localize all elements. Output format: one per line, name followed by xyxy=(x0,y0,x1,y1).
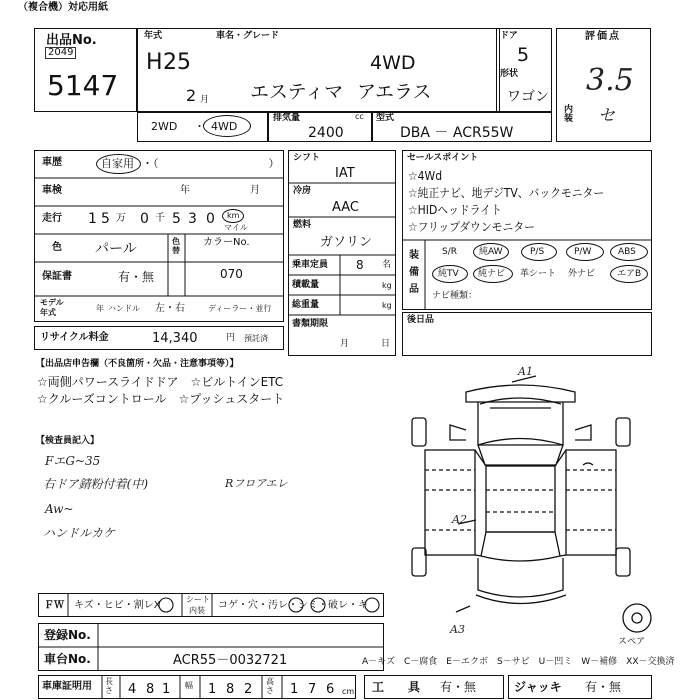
fuel-value: ガソリン xyxy=(320,235,373,250)
mileage-digit-4: 5 xyxy=(172,211,181,227)
door-label: ドア xyxy=(500,31,518,41)
sales-point-1: ☆4Wd xyxy=(408,169,443,183)
cert-height-d2: 7 xyxy=(308,682,317,697)
equip-tv: 純TV xyxy=(438,269,459,279)
history-rest: ・（ ） xyxy=(142,157,280,170)
displacement-value: 2400 xyxy=(308,125,344,141)
load-label: 積載量 xyxy=(292,280,320,290)
month-value: 2 xyxy=(186,86,197,105)
color-change-label: 色替 xyxy=(172,237,180,256)
shaken-month-unit: 月 xyxy=(250,185,260,196)
damage-mark-a1: A1 xyxy=(518,365,533,378)
declaration-line-2: ☆クルーズコントロール ☆プッシュスタート xyxy=(37,392,285,406)
drive-2wd: 2WD xyxy=(151,120,178,133)
declaration-label: 【出品店申告欄（不良箇所・欠品・注意事項等）】 xyxy=(36,359,239,369)
mileage-digit-5: 3 xyxy=(188,211,197,227)
damage-mark-a3: A3 xyxy=(450,623,465,636)
doc-expiry-month: 月 xyxy=(340,339,350,349)
lot-label: 出品No. xyxy=(46,33,97,48)
equip-navi: 純ナビ xyxy=(478,269,506,279)
shift-label: シフト xyxy=(293,153,321,163)
mileage-sen: 千 xyxy=(155,213,165,224)
recycle-note: 預託済 xyxy=(244,334,268,343)
year-label: 年式 xyxy=(144,31,163,41)
damage-mark-a2: A2 xyxy=(452,513,467,526)
history-jikayo: 自家用 xyxy=(101,157,134,170)
sales-point-3: ☆HIDヘッドライト xyxy=(408,203,502,217)
equipment-label-2: 備 xyxy=(409,267,419,278)
registration-label: 登録No. xyxy=(44,628,91,642)
mileage-digit-3: 0 xyxy=(140,211,149,227)
cert-length-d2: 8 xyxy=(146,682,155,697)
name-grade-label: 車名・グレード xyxy=(216,31,280,41)
month-unit: 月 xyxy=(200,95,210,105)
capacity-label: 乗車定員 xyxy=(292,260,329,270)
model-name: エスティマ xyxy=(250,81,344,103)
spare-tire-label: スペア xyxy=(618,637,646,647)
cert-length-d1: 4 xyxy=(128,682,137,697)
cert-height-d3: 6 xyxy=(326,682,335,697)
color-code: 070 xyxy=(220,267,243,281)
color-code-label: カラーNo. xyxy=(203,237,250,248)
sales-point-4: ☆フリップダウンモニター xyxy=(408,220,535,234)
body-type: ワゴン xyxy=(507,89,549,105)
lot-number: 5147 xyxy=(47,69,119,102)
year-era: H xyxy=(146,50,163,75)
model-code-label: 型式 xyxy=(376,113,395,123)
door-count: 5 xyxy=(517,44,530,66)
shift-value: IAT xyxy=(335,166,355,181)
handle-value: 左・右 xyxy=(155,303,185,314)
grade-score: 3.5 xyxy=(586,63,634,98)
capacity-unit: 名 xyxy=(382,260,392,270)
mileage-digit-6: 0 xyxy=(206,211,215,227)
inspector-note-3: Rフロアエレ xyxy=(225,477,288,490)
certificate-label: 車庫証明用 xyxy=(42,681,92,692)
mileage-km: km xyxy=(227,211,240,220)
navi-type-label: ナビ種類： xyxy=(432,291,478,301)
model-year-unit: 年 xyxy=(96,304,104,313)
inspector-note-2: 右ドア錆粉付着(中) xyxy=(43,477,149,491)
equip-leather: 革シート xyxy=(520,269,557,279)
grade-name: アエラス xyxy=(357,81,432,103)
equip-airbag: エアB xyxy=(617,269,642,279)
equip-sr: S/R xyxy=(442,247,457,257)
mileage-mile: マイル xyxy=(224,223,248,232)
cert-width-d2: 8 xyxy=(226,682,235,697)
chassis-number: ACR55－0032721 xyxy=(173,653,288,668)
auction-sheet: （複合機）対応用紙 出品No. 2049 5147 年式 H 25 2 月 車名・グレード 4WD エスティマ アエラス ドア 5 形状 ワゴン 評価点 3.5 内装 セ 2WD ・ 4WD 排気量 cc 2400 型式 DBA － ACR55W 車歴 自家用 ・（ ） 車検 年 月 走行 1 5 万 0 千 5 3 0 km マイル 色 パール 色替 カラーNo. 070 保証書 有・無 モデル 年式 年 ハンドル 左・右 ディーラー・並行 リサイクル料金 14,340 円 預託済 シフト IAT 冷房 AAC 燃料 ガソリン 乗車定員 8 名 積載量 kg 総重量 kg 書類期限 月 日 セールスポイント ☆4Wd ☆純正ナビ、地デジTV、バックモニター ☆HIDヘッドライト ☆フリップダウンモニター 装 備 品 S/R 純AW P/S P/W ABS 純TV 純ナビ 革シート 外ナビ エアB ナビ種類： 後日品 【出品店申告欄（不良箇所・欠品・注意事項等）】 ☆両側パワースライドドア ☆ビルトインETC ☆クルーズコントロール ☆プッシュスタート 【検査員記入】 FエG~35 右ドア錆粉付着(中) Rフロアエレ Aw~ ハンドルカケ A1 A2 A3 スペア ＦＷ キズ・ヒビ・割レX シート 内装 コゲ・穴・汚レ・シミ・破レ・キ 登録No. 車台No. ACR55－0032721 A－キズ C－腐食 E－エクボ S－サビ U－凹ミ W－補修 XX－交換済 車庫証明用 長さ 4 8 1 幅 1 8 2 高さ 1 7 6 cm 工 具 有・無 ジャッキ 有・無 xyxy=(0,0,700,700)
fw-checks: キズ・ヒビ・割レX xyxy=(74,600,161,611)
inspector-label: 【検査員記入】 xyxy=(36,436,100,446)
seat-label-2: 内装 xyxy=(189,606,205,615)
chassis-label: 車台No. xyxy=(44,652,91,666)
mileage-label: 走行 xyxy=(42,213,62,224)
declaration-line-1: ☆両側パワースライドドア ☆ビルトインETC xyxy=(37,375,284,389)
inspector-note-4: Aw~ xyxy=(45,502,74,516)
tools-label: 工 具 xyxy=(372,680,421,694)
year-value: 25 xyxy=(163,50,191,75)
equip-ext-navi: 外ナビ xyxy=(568,269,596,279)
dealer-value: ディーラー・並行 xyxy=(208,304,272,313)
sales-point-2: ☆純正ナビ、地デジTV、バックモニター xyxy=(408,186,605,200)
equip-ps: P/S xyxy=(530,247,545,257)
seat-label-1: シート xyxy=(186,595,210,604)
damage-legend: A－キズ C－腐食 E－エクボ S－サビ U－凹ミ W－補修 XX－交換済 xyxy=(362,657,675,667)
jack-value: 有・無 xyxy=(585,680,622,694)
load-unit: kg xyxy=(382,281,392,290)
recycle-amount: 14,340 xyxy=(152,331,198,346)
mileage-digit-1: 1 xyxy=(88,211,97,227)
displacement-label: 排気量 xyxy=(273,113,301,123)
recycle-unit: 円 xyxy=(226,333,236,343)
cert-width-d1: 1 xyxy=(208,682,217,697)
recycle-label: リサイクル料金 xyxy=(40,332,109,343)
displacement-unit: cc xyxy=(355,112,364,121)
lot-tag: 2049 xyxy=(45,47,76,59)
body-label: 形状 xyxy=(500,69,519,79)
doc-expiry-day: 日 xyxy=(381,339,391,349)
cert-length-d3: 1 xyxy=(162,682,171,697)
gross-unit: kg xyxy=(382,301,392,310)
cert-width-label: 幅 xyxy=(185,681,193,690)
jack-label: ジャッキ xyxy=(514,680,562,694)
warranty-value: 有・無 xyxy=(118,270,155,284)
sales-points-label: セールスポイント xyxy=(407,153,479,163)
capacity-value: 8 xyxy=(356,258,364,272)
aircon-label: 冷房 xyxy=(293,186,312,196)
cert-cm: cm xyxy=(342,687,355,696)
doc-expiry-label: 書類期限 xyxy=(292,319,329,329)
handle-label: ハンドル xyxy=(108,304,140,313)
fuel-label: 燃料 xyxy=(293,220,312,230)
equipment-label-1: 装 xyxy=(409,250,419,261)
equip-abs: ABS xyxy=(618,247,636,257)
model-year-label-top: モデル xyxy=(40,298,64,307)
gross-label: 総重量 xyxy=(292,300,320,310)
cert-height-d1: 1 xyxy=(290,682,299,697)
inspector-note-5: ハンドルカケ xyxy=(43,526,116,540)
model-code: DBA － ACR55W xyxy=(400,125,514,141)
equipment-label-3: 品 xyxy=(409,284,419,295)
warranty-label: 保証書 xyxy=(42,271,72,282)
grade-box-label: 評価点 xyxy=(585,31,621,42)
inspector-note-1: FエG~35 xyxy=(45,454,101,468)
aircon-value: AAC xyxy=(332,200,359,215)
interior-score: セ xyxy=(598,106,615,126)
model-year-label-bottom: 年式 xyxy=(40,308,56,317)
shaken-year-unit: 年 xyxy=(180,185,190,196)
sheet-header-title: （複合機）対応用紙 xyxy=(18,2,108,13)
color-label: 色 xyxy=(52,242,62,253)
equip-pw: P/W xyxy=(574,247,592,257)
cert-width-d3: 2 xyxy=(244,682,253,697)
cert-length-label: 長さ xyxy=(105,677,113,695)
mileage-man: 万 xyxy=(116,213,126,224)
interior-label: 内装 xyxy=(564,105,574,124)
seat-items: コゲ・穴・汚レ・シミ・破レ・キ xyxy=(218,600,368,611)
equip-aw: 純AW xyxy=(479,247,503,257)
mileage-digit-2: 5 xyxy=(101,211,110,227)
cert-height-label: 高さ xyxy=(266,677,274,695)
after-install-label: 後日品 xyxy=(407,315,435,325)
fw-label: ＦＷ xyxy=(44,600,64,611)
grade-4wd: 4WD xyxy=(370,52,416,74)
drive-4wd: 4WD xyxy=(211,120,238,133)
shaken-label: 車検 xyxy=(42,185,62,196)
color-value: パール xyxy=(95,241,137,257)
history-label: 車歴 xyxy=(42,157,62,168)
tools-value: 有・無 xyxy=(440,680,477,694)
